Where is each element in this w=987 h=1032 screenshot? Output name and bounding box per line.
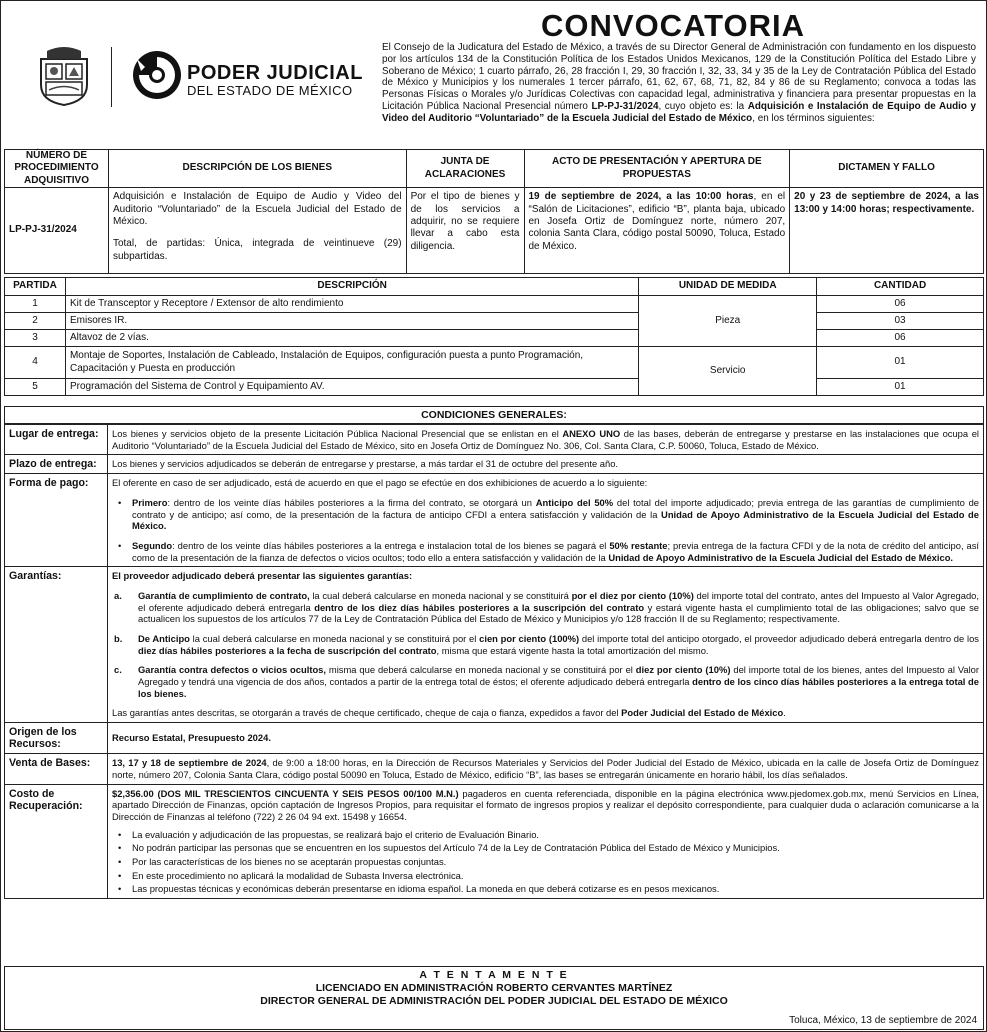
list-item: • Las propuestas técnicas y económicas deberán presentarse en idioma español. La moneda en que deberá cotizarse es en pesos mexicanos. xyxy=(118,883,979,895)
partida-description: Montaje de Soportes, Instalación de Cableado, Instalación de Equipos, configuración puesta a punto Programación, Capacitación y Puesta en producción xyxy=(65,347,638,379)
table-row xyxy=(5,296,984,313)
procedure-table-header xyxy=(5,150,984,188)
forma-value xyxy=(108,474,984,567)
lugar-label: Lugar de entrega: xyxy=(5,425,108,455)
costo-text: $2,356.00 (DOS MIL TRESCIENTOS CINCUENTA Y SEIS PESOS 00/100 M.N.) pagaderos en cuenta referenciada, disponible en la página electrónica www.pjedomex.gob.mx, menú Servicios en Línea, apartado Dirección de Finanzas, opción captación de Ingresos Propios, para requisitar el formato de ingresos propios y realizar el depósito correspondiente, para cualquier duda o aclaración comunicarse a la Dirección de Finanzas al teléfono (722) 2 26 04 94 ext. 15498 y 16654. xyxy=(112,787,980,822)
header-item-descripcion: DESCRIPCIÓN xyxy=(65,278,638,296)
list-item: • Segundo: dentro de los veinte días hábiles posteriores a la entrega e instalacion total de los bienes se pagará el 50% restante; previa entrega de la factura CFDI y de la nota de crédito del anticipo, así como de la presentación de la fianza de defectos o vicios ocultos; todo ello a entera satisfacción y validación de la Unidad de Apoyo Administrativo de la Escuela Judicial del Estado de México. xyxy=(118,540,979,563)
condition-row-lugar xyxy=(5,425,984,455)
header-cantidad: CANTIDAD xyxy=(817,278,984,296)
list-item: • No podrán participar las personas que se encuentren en los supuestos del Artículo 74 de la Ley de Contratación Pública del Estado de México y Municipios. xyxy=(118,842,979,854)
origen-label: Origen de los Recursos: xyxy=(5,722,108,753)
state-seal-icon xyxy=(35,45,93,107)
header-junta: JUNTA DE ACLARACIONES xyxy=(406,150,524,188)
partida-quantity: 01 xyxy=(817,347,984,379)
header-numero: NÚMERO DE PROCEDIMIENTO ADQUISITIVO xyxy=(5,150,109,188)
garantias-intro: El proveedor adjudicado deberá presentar las siguientes garantías: xyxy=(112,570,413,582)
condition-row-costo xyxy=(5,784,984,898)
partida-number: 4 xyxy=(5,347,66,379)
signature-block xyxy=(4,966,984,1030)
partida-number: 5 xyxy=(5,379,66,396)
plazo-value: Los bienes y servicios adjudicados se deberán de entregarse y prestarse, a más tardar el 31 de octubre del presente año. xyxy=(108,455,984,474)
condition-row-plazo xyxy=(5,455,984,474)
description-total: Total, de partidas: Única, integrada de veintinueve (29) subpartidas. xyxy=(112,238,402,262)
partida-quantity: 03 xyxy=(817,313,984,330)
description-text: Adquisición e Instalación de Equipo de Audio y Video del Auditorio “Voluntariado” de la Escuela Judicial del Estado de México. xyxy=(112,191,402,227)
unit-pieza: Pieza xyxy=(639,296,817,347)
intro-paragraph: El Consejo de la Judicatura del Estado de México, a través de su Director General de Administración con fundamento en los dispuesto por los artículos 134 de la Constitución Política de los Estados Unidos Mexicanos, 129 de la Constitución Política del Estado Libre y Soberano de México; 1 cuarto párrafo, 26, 28 fracción I, 29, 30 fracción I, 32, 33, 34 y 35 de la Ley de Contratación Pública del Estado de México y Municipios y los numerales 1 tercer párrafo, 61, 62, 67, 68, 71, 82, 84 y 86 de su Reglamento; convoca a todas las Personas Físicas o Morales y/o Jurídicas Colectivas con capacidad legal, administrativa y financiera para presentar propuestas en la Licitación Pública Nacional Presencial número LP-PJ-31/2024, cuyo objeto es: la Adquisición e Instalación de Equipo de Audio y Video del Auditorio “Voluntariado” de la Escuela Judicial del Estado de México, en los términos siguientes: xyxy=(382,42,977,124)
table-row xyxy=(5,379,984,396)
plazo-label: Plazo de entrega: xyxy=(5,455,108,474)
page-title: CONVOCATORIA xyxy=(541,8,806,43)
garantias-value xyxy=(108,567,984,723)
procedure-number: LP-PJ-31/2024 xyxy=(5,188,109,274)
signature-atentamente: A T E N T A M E N T E xyxy=(419,969,569,981)
list-item: • Primero: dentro de los veinte días hábiles posteriores a la firma del contrato, se otorgará un Anticipo del 50% del total del importe adjudicado; previa entrega de las garantías de cumplimiento de contrato y de anticipo; así como, de la presentación de la factura de anticipo CFDI a entera satisfacción y validación de la Unidad de Apoyo Administrativo de la Escuela Judicial del Estado de México. xyxy=(118,497,979,532)
conditions-title: CONDICIONES GENERALES: xyxy=(4,406,984,424)
signature-position: DIRECTOR GENERAL DE ADMINISTRACIÓN DEL PODER JUDICIAL DEL ESTADO DE MÉXICO xyxy=(260,995,728,1008)
header xyxy=(1,1,987,149)
garantias-label: Garantías: xyxy=(5,567,108,723)
header-acto: ACTO DE PRESENTACIÓN Y APERTURA DE PROPUESTAS xyxy=(524,150,790,188)
list-item: • En este procedimiento no aplicará la modalidad de Subasta Inversa electrónica. xyxy=(118,870,979,882)
items-table xyxy=(4,277,984,396)
list-item: • La evaluación y adjudicación de las propuestas, se realizará bajo el criterio de Evaluación Binario. xyxy=(118,829,979,841)
origen-value: Recurso Estatal, Presupuesto 2024. xyxy=(108,722,984,753)
partida-description: Emisores IR. xyxy=(65,313,638,330)
partida-number: 2 xyxy=(5,313,66,330)
procedure-dictamen: 20 y 23 de septiembre de 2024, a las 13:00 y 14:00 horas; respectivamente. xyxy=(790,188,984,274)
partida-description: Kit de Transceptor y Receptore / Extensor de alto rendimiento xyxy=(65,296,638,313)
venta-label: Venta de Bases: xyxy=(5,754,108,784)
procedure-junta: Por el tipo de bienes y de los servicios a adquirir, no se requiere llevar a cabo esta diligencia. xyxy=(406,188,524,274)
partida-quantity: 06 xyxy=(817,330,984,347)
header-descripcion: DESCRIPCIÓN DE LOS BIENES xyxy=(108,150,406,188)
forma-intro: El oferente en caso de ser adjudicado, está de acuerdo en que el pago se efectúe en dos exhibiciones de acuerdo a lo siguiente: xyxy=(112,477,648,489)
poder-judicial-logo-icon xyxy=(131,49,183,101)
forma-list xyxy=(118,497,979,563)
partida-quantity: 01 xyxy=(817,379,984,396)
header-dictamen: DICTAMEN Y FALLO xyxy=(790,150,984,188)
institution-subtitle: DEL ESTADO DE MÉXICO xyxy=(187,83,353,98)
partida-quantity: 06 xyxy=(817,296,984,313)
garantias-footer: Las garantías antes descritas, se otorgarán a través de cheque certificado, cheque de caja o fianza, expedidos a favor del Poder Judicial del Estado de México. xyxy=(112,707,786,719)
costo-value xyxy=(108,784,984,898)
unit-servicio: Servicio xyxy=(639,347,817,396)
procedure-acto: 19 de septiembre de 2024, a las 10:00 horas, en el “Salón de Licitaciones”, edificio “B”, planta baja, ubicado en Josefa Ortiz de Domínguez norte, número 207, colonia Santa Clara, código postal 50090, Toluca, Estado de México. xyxy=(524,188,790,274)
condition-row-venta xyxy=(5,754,984,784)
procedure-row xyxy=(5,188,984,274)
header-unidad: UNIDAD DE MEDIDA xyxy=(639,278,817,296)
procedure-description xyxy=(108,188,406,274)
condition-row-forma xyxy=(5,474,984,567)
institution-name: PODER JUDICIAL xyxy=(187,62,363,84)
items-table-header xyxy=(5,278,984,296)
list-item: a. Garantía de cumplimiento de contrato, la cual deberá calcularse en moneda nacional y se constituirá por el diez por ciento (10%) del importe total del contrato, antes del Impuesto al Valor Agregado, el oferente adjudicado deberá entregarla dentro de los diez días hábiles posteriores a la suscripción del contrato y estará vigente hasta el cumplimiento total de las obligaciones; salvo que se actualicen los supuestos de los artículos 77 de la Ley de Contratación Pública del Estado de México y Municipios y/o 128 fracción II de su Reglamento; respectivamente. xyxy=(114,590,979,625)
procedure-table xyxy=(4,149,984,274)
conditions-table xyxy=(4,424,984,899)
table-row xyxy=(5,313,984,330)
list-item: c. Garantía contra defectos o vicios ocultos, misma que deberá calcularse en moneda nacional y se constituirá por el diez por ciento (10%) del importe total de los bienes, antes del Impuesto al Valor Agregado y tendrá una vigencia de dos años, contados a partir de la entrega total de éstos; el oferente adjudicado deberá entregarla dentro de los cinco días hábiles posteriores a la entrega total de los bienes. xyxy=(114,664,980,699)
costo-label: Costo de Recuperación: xyxy=(5,784,108,898)
list-item: • Por las características de los bienes no se aceptarán propuestas conjuntas. xyxy=(118,856,979,868)
partida-description: Altavoz de 2 vías. xyxy=(65,330,638,347)
forma-label: Forma de pago: xyxy=(5,474,108,567)
general-bullets xyxy=(118,829,979,895)
lugar-value: Los bienes y servicios objeto de la presente Licitación Pública Nacional Presencial que se enlistan en el ANEXO UNO de las bases, deberán de entregarse y prestarse en las instalaciones que ocupa el Auditorio “Voluntariado” de la Escuela Judicial del Estado de México, sito en Josefa Ortiz de Domínguez No. 306, Col. Santa Clara, C.P. 50060, Toluca, Estado de México. xyxy=(108,425,984,455)
venta-value: 13, 17 y 18 de septiembre de 2024, de 9:00 a 18:00 horas, en la Dirección de Recursos Materiales y Servicios del Poder Judicial del Estado de México, ubicada en la calle de Josefa Ortiz de Domínguez norte, número 207, Colonia Santa Clara, código postal 50090 en Toluca, Estado de México, edificio “B”, las bases se entregarán únicamente en horario hábil, los días señalados. xyxy=(108,754,984,784)
header-partida: PARTIDA xyxy=(5,278,66,296)
condition-row-garantias xyxy=(5,567,984,723)
signature-date: Toluca, México, 13 de septiembre de 2024 xyxy=(789,1014,977,1026)
partida-number: 1 xyxy=(5,296,66,313)
condition-row-origen xyxy=(5,722,984,753)
signature-name: LICENCIADO EN ADMINISTRACIÓN ROBERTO CERVANTES MARTÍNEZ xyxy=(315,982,673,995)
list-item: b. De Anticipo la cual deberá calcularse en moneda nacional y se constituirá por el cien por ciento (100%) del importe total del anticipo otorgado, el proveedor adjudicado deberá entregarla dentro de los diez días hábiles posteriores a la fecha de suscripción del contrato, misma que estará vigente hasta la total amortización del mismo. xyxy=(114,633,979,656)
header-divider xyxy=(111,47,112,107)
partida-number: 3 xyxy=(5,330,66,347)
table-row xyxy=(5,330,984,347)
table-row xyxy=(5,347,984,379)
partida-description: Programación del Sistema de Control y Equipamiento AV. xyxy=(65,379,638,396)
